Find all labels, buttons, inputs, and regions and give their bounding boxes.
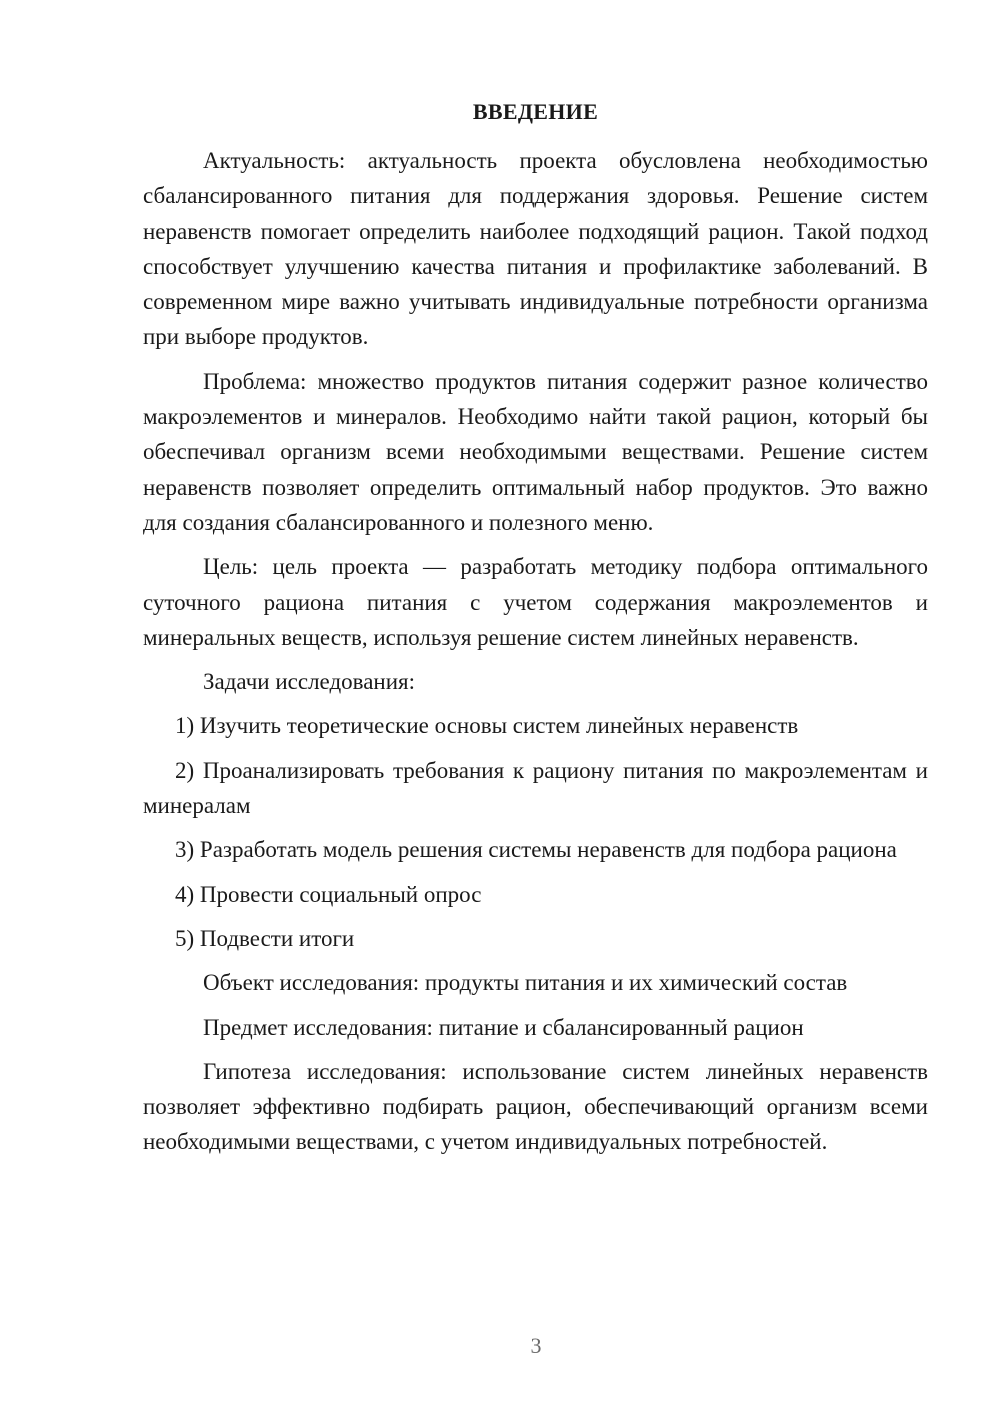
paragraph-problem: Проблема: множество продуктов питания содержит разное количество макроэлементов и минералов. Необходимо найти такой рацион, который бы обеспечивал организм всеми необходимыми веществами. Решение систем неравенств позволяет определить оптимальный набор продуктов. Это важно для создания сбалансированного и полезного меню. bbox=[143, 368, 928, 535]
section-body bbox=[143, 143, 928, 1169]
paragraph-object: Объект исследования: продукты питания и их химический состав bbox=[203, 970, 848, 996]
paragraph-goal: Цель: цель проекта — разработать методику подбора оптимального суточного рациона питания с учетом содержания макроэлементов и минеральных веществ, используя решение систем линейных неравенств. bbox=[143, 554, 928, 650]
tasks-heading: Задачи исследования: bbox=[203, 669, 416, 695]
task-item: 1) Изучить теоретические основы систем линейных неравенств bbox=[175, 713, 799, 739]
paragraph-relevance: Актуальность: актуальность проекта обусловлена необходимостью сбалансированного питания для поддержания здоровья. Решение систем неравенств помогает определить наиболее подходящий рацион. Такой подход способствует улучшению качества питания и профилактике заболеваний. В современном мире важно учитывать индивидуальные потребности организма при выборе продуктов. bbox=[143, 148, 928, 350]
task-item: 4) Провести социальный опрос bbox=[175, 881, 482, 907]
paragraph-subject: Предмет исследования: питание и сбалансированный рацион bbox=[203, 1014, 804, 1040]
section-title: ВВЕДЕНИЕ bbox=[472, 99, 599, 124]
paragraph-hypothesis: Гипотеза исследования: использование систем линейных неравенств позволяет эффективно подбирать рацион, обеспечивающий организм всеми необходимыми веществами, с учетом индивидуальных потребностей. bbox=[143, 1058, 928, 1155]
task-item: 5) Подвести итоги bbox=[175, 925, 355, 951]
task-item: 3) Разработать модель решения системы неравенств для подбора рациона bbox=[175, 837, 897, 863]
page-number: 3 bbox=[530, 1333, 542, 1358]
task-item: 2) Проанализировать требования к рациону питания по макроэлементам и минералам bbox=[143, 757, 928, 819]
